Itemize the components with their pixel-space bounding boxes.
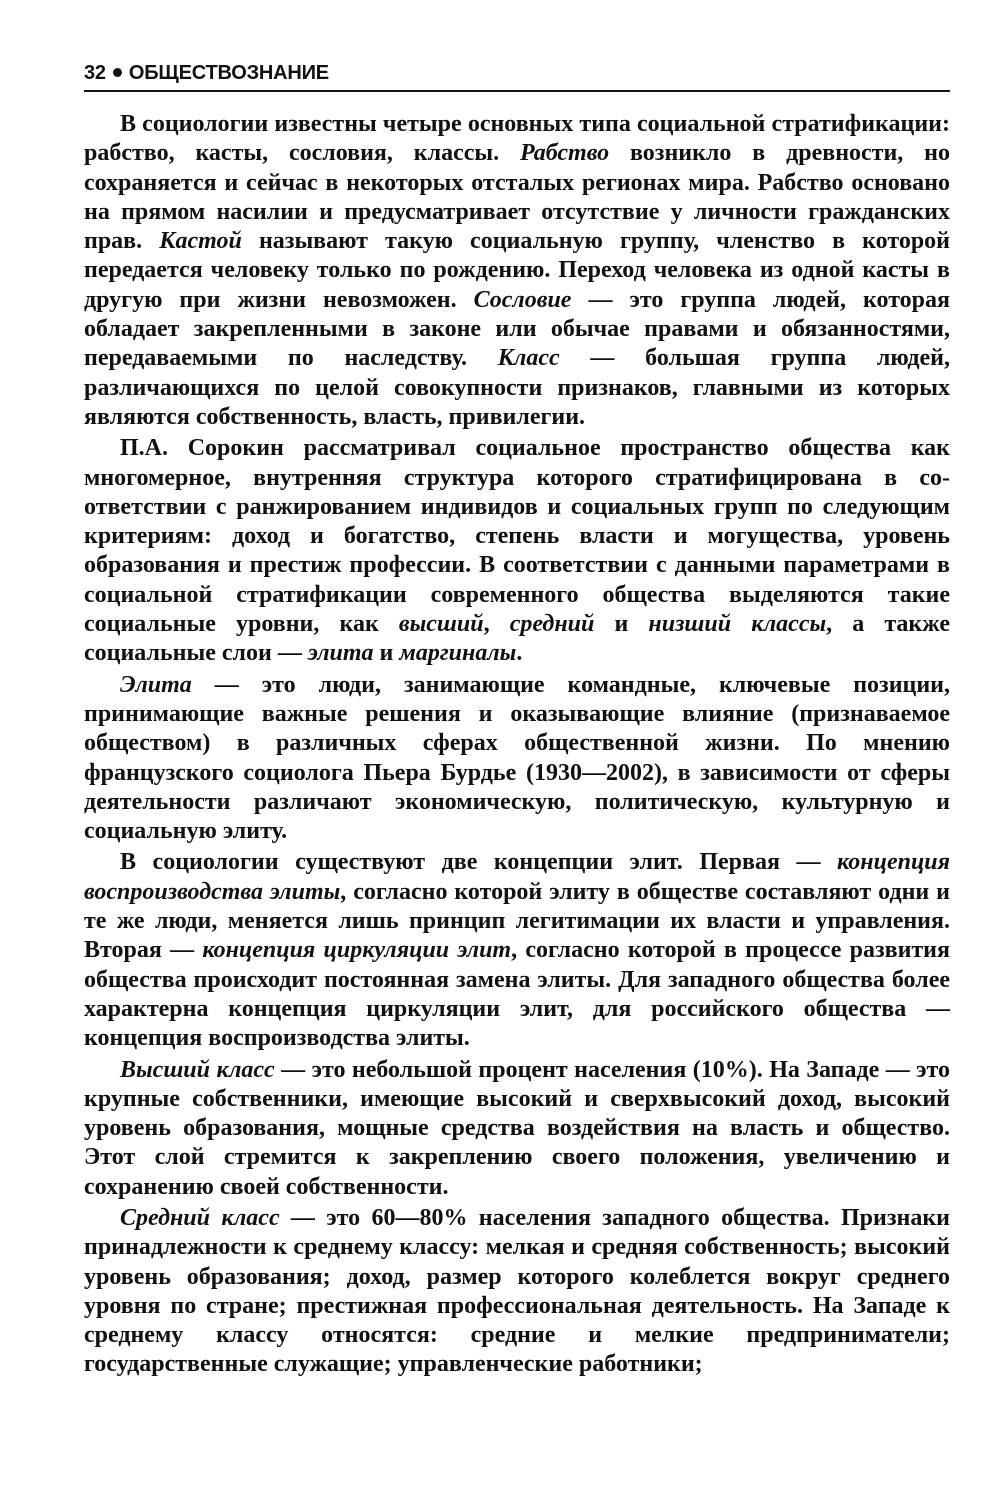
paragraph-6 [84, 1204, 950, 1380]
italic-term: Класс [497, 345, 560, 372]
text-run: — это люди, занимающие командные, ключевые позиции, принимающие важные решения и оказывающие влияние (признаваемое обществом) в различных сферах общественной жизни. По мнению французского социолога Пьера Бурдье (1930—2002), в зависимости от сферы деятельности различают экономическую, политическую, культурную и социальную элиту. [84, 671, 950, 845]
body-text [84, 110, 950, 1380]
running-head [84, 60, 950, 92]
text-run: и [373, 640, 400, 667]
italic-term: элита [307, 640, 374, 667]
text-run: , [483, 611, 510, 638]
text-run: и [594, 611, 649, 638]
text-run: В социологии существуют две концепции элит. Первая — [120, 849, 838, 876]
italic-term: Рабство [520, 140, 610, 167]
text-run: , согласно которой элиту в обществе составляют одни и те же люди, меняется лишь принцип легитимации их власти и управления. Вторая — [84, 878, 950, 964]
italic-term: высший [398, 611, 484, 638]
italic-term: Средний класс [120, 1204, 280, 1231]
paragraph-2 [84, 434, 950, 668]
section-title: ОБЩЕСТВОЗНАНИЕ [128, 62, 329, 84]
paragraph-3 [84, 671, 950, 847]
paragraph-4 [84, 848, 950, 1053]
text-run: называют такую социальную группу, членство в которой передается человеку только по рождению. Переход человека из одной касты в другую при жизни невозможен. [84, 228, 950, 313]
text-run: — это небольшой процент населения (10%). На Западе — это крупные собственники, имеющие высокий и сверхвысокий доход, высокий уровень образования, мощные средства воздействия на власть и общество. Этот слой стремится к закреплению своего положения, увеличению и сохранению своей собственности. [84, 1056, 950, 1200]
paragraph-5 [84, 1056, 950, 1202]
text-run: В социологии известны четыре основных типа социальной стратификации: рабство, касты, сословия, классы. [84, 111, 950, 167]
text-run: — это группа людей, которая обладает закрепленными в законе или обычае правами и обязанностями, передаваемыми по наследству. [84, 286, 950, 372]
italic-term: Сословие [473, 286, 572, 313]
text-run: , согласно которой в процессе развития общества происходит постоянная замена элиты. Для западного общества более характерна концепция циркуляции элит, для российского общества — концепция воспроизводства элиты. [84, 937, 950, 1052]
bullet-separator-icon [113, 68, 122, 77]
italic-term: низший классы [648, 611, 827, 638]
italic-term: концепция циркуляции элит [202, 937, 512, 964]
text-run: возникло в древности, но сохраняется и сейчас в некоторых отсталых регионах мира. Рабство основано на прямом насилии и предусматривает отсутствие у личности гражданских прав. [84, 140, 950, 255]
italic-term: концепция воспроизводства элиты [84, 849, 950, 905]
text-run: П.А. Сорокин рассматривал социальное пространство общества как многомерное, внутренняя структура которого стратифицирована в соответствии с ранжированием индивидов и социальных групп по следующим критериям: доход и богатство, степень власти и могущества, уровень образования и престиж профессии. В соответствии с данными параметрами в социальной стратификации современного общества выделяются такие социальные уровни, как [84, 435, 950, 638]
page-number: 32 [84, 62, 106, 84]
italic-term: средний [509, 611, 595, 638]
text-run: — это 60—80% населения западного общества. Признаки принадлежности к среднему классу: мелкая и средняя собственность; высокий уровень образования; доход, размер которого колеблется вокруг среднего уровня по стране; престижная профессиональная деятельность. На Западе к среднему классу относятся: средние и мелкие предприниматели; государственные служащие; управленческие работники; [84, 1204, 950, 1378]
text-run: — большая группа людей, различающихся по целой совокупности признаков, главными из которых являются собственность, власть, привилегии. [84, 345, 950, 430]
italic-term: Элита [120, 671, 192, 698]
italic-term: маргиналы [399, 640, 517, 667]
italic-term: Высший класс [120, 1056, 275, 1083]
italic-term: Кастой [159, 228, 242, 255]
paragraph-1 [84, 110, 950, 432]
text-run: . [516, 640, 523, 667]
text-run: , а также социальные слои — [84, 611, 951, 667]
